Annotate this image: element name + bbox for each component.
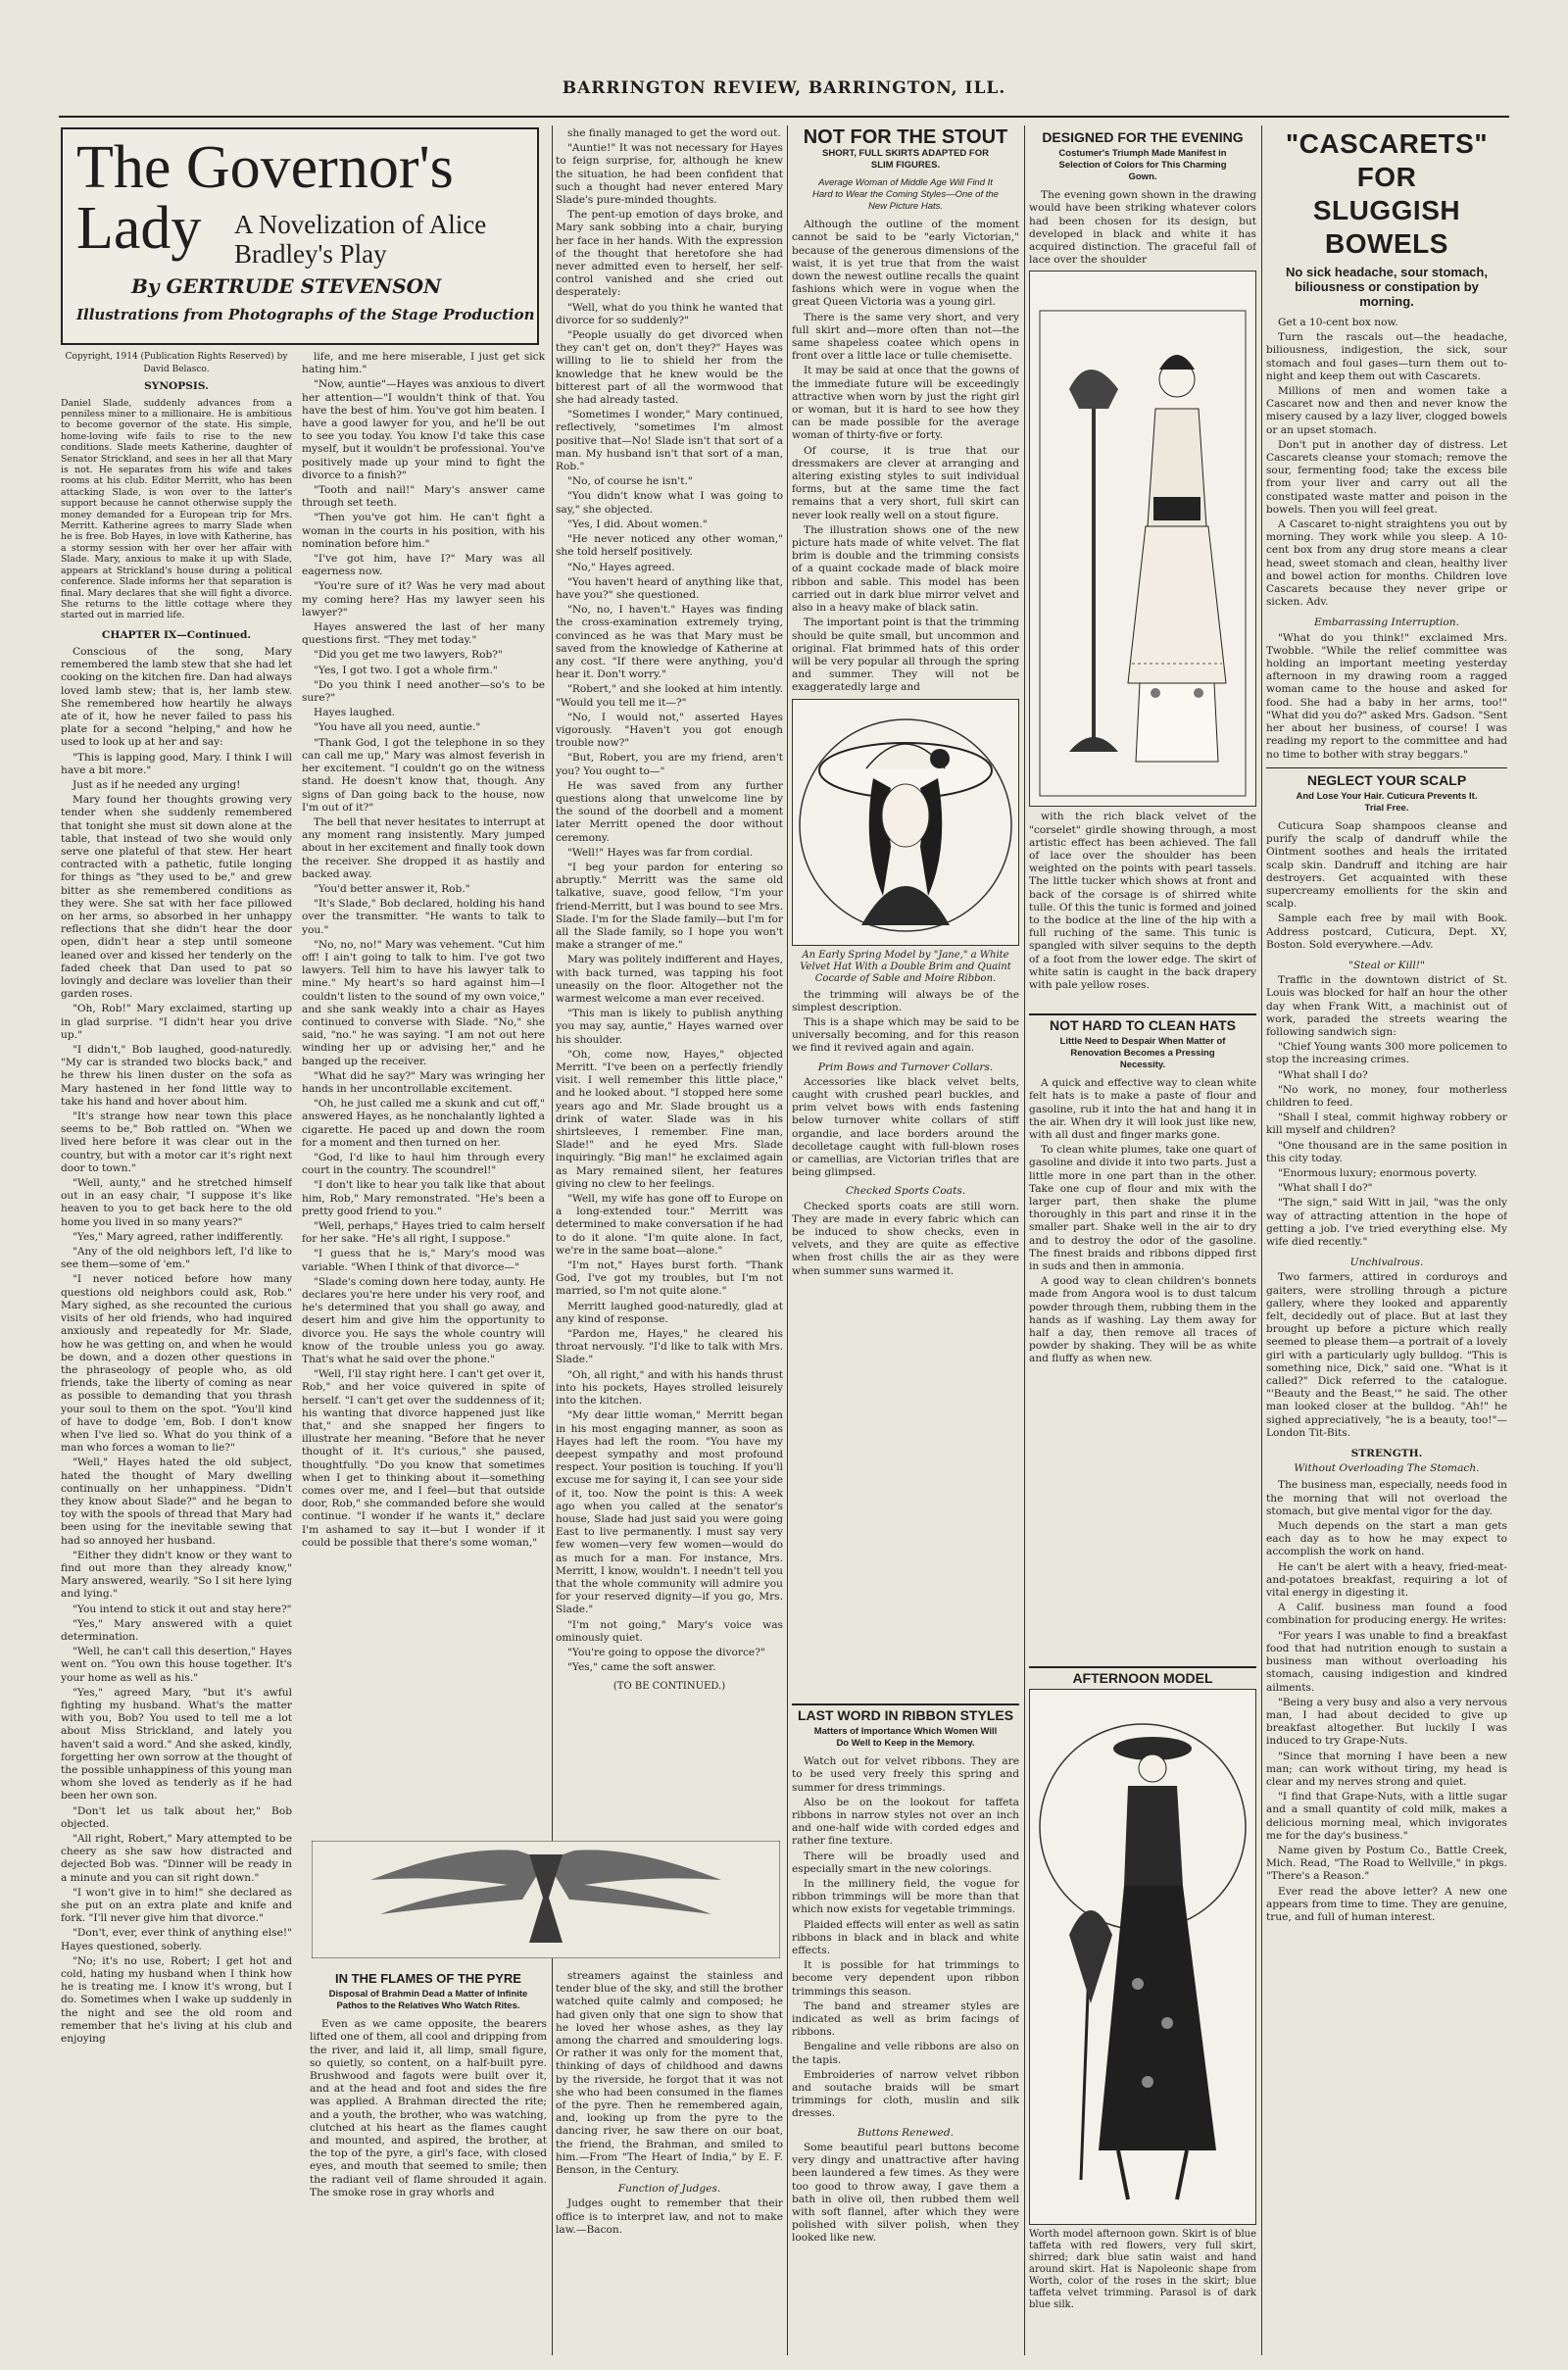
paragraph: "Oh, come now, Hayes," objected Merritt. "I've been on a perfectly friendly visit. I well remember this little place," and he looked about. "I stopped here some years ago and Mr. Slade brought us a drink of water. Slade was in his shirtsleeves, I remember. Fine man, Slade!" and he eyed Mrs. Slade inquiringly. "Big man!" he exclaimed again as Mary remained silent, her features giving no clew to her feelings. xyxy=(556,1048,783,1190)
hats-body xyxy=(1029,1077,1256,1365)
paragraph: "Then you've got him. He can't fight a woman in the courts in his position, with his nomination before him." xyxy=(302,512,545,550)
embarrassing-heading: Embarrassing Interruption. xyxy=(1313,617,1460,629)
paragraph: Although the outline of the moment cannot be said to be "early Victorian," because of the generous dimensions of the waist, it is yet true that from the waist down the newest outline recalls the quaint fashions which were in vogue when the great Queen Victoria was a young girl. xyxy=(792,219,1019,309)
paragraph: "I didn't," Bob laughed, good-naturedly. "My car is stranded two blocks back," and he threw his linen duster on the sofa as Mary hastened in her fond little way to take his hand and hover about him. xyxy=(61,1044,292,1108)
paragraph: "Slade's coming down here today, aunty. He declares you're here under his very roof, and he's determined that you shall go away, and desert him and give him the opportunity to divorce you. He says the whole country will know of the trouble unless you go away. That's what he said over the phone." xyxy=(302,1275,545,1366)
paragraph: The pent-up emotion of days broke, and Mary sank sobbing into a chair, burying her face in her hands. With the expression of the thought that heretofore she had never admitted even to herself, her self-control vanished and she cried out desperately: xyxy=(556,209,783,299)
paragraph: "No, of course he isn't." xyxy=(567,475,693,488)
paragraph: "The sign," said Witt in jail, "was the only way of attracting attention in the hope of getting a job. I've tried everything else. My wife died recently." xyxy=(1266,1197,1507,1248)
paragraph: Conscious of the song, Mary remembered the lamb stew that she had let cooking on the kitchen fire. Dan had always loved lamb stew; that is, her lamb stew. She remembered how heartily he always ate of it, how he never failed to pass his plate for a second "helping," and how he used to look up at her and say: xyxy=(61,645,292,749)
paragraph: "I'm not going," Mary's voice was ominously quiet. xyxy=(556,1618,783,1644)
paragraph: "Well," Hayes hated the old subject, hated the thought of Mary dwelling continually on her unhappiness. "Didn't they know about Slade?" and he began to toy with the spools of thread that Mary had been using for the inevitable sewing that had so annoyed her husband. xyxy=(61,1457,292,1547)
paragraph: Also be on the lookout for taffeta ribbons in narrow styles not over an inch and one-half wide with corded edges and rather fine texture. xyxy=(792,1796,1019,1848)
paragraph: "No work, no money, four motherless children to feed. xyxy=(1266,1083,1507,1109)
paragraph: "Either they didn't know or they want to find out more than they already know," Mary answered, wearily. "So I sit here lying and lying." xyxy=(61,1549,292,1601)
serial-column-2 xyxy=(302,351,545,1831)
paragraph: Get a 10-cent box now. xyxy=(1278,317,1398,328)
paragraph: with the rich black velvet of the "corselet" girdle showing through, a most artistic effect has been achieved. The fall of lace over the shoulder has been weighted on the points with pearl tassels. The little tucker which shows at front and back of the corsage is of shirred white tulle. Of this the tunic is formed and joined to the bodice at the line of the hip with a full ruching of the same. This tunic is spangled with silver sequins to the depth of a foot from the lower edge. The skirt of white satin is caught in the back drapery with pale yellow roses. xyxy=(1029,811,1256,992)
paragraph: "It's Slade," Bob declared, holding his hand over the transmitter. "He wants to talk to you." xyxy=(302,898,545,936)
right-column xyxy=(1266,127,1507,2355)
paragraph: There is the same very short, and very full skirt and—more often than not—the same shapeless coatee which opens in front over a little lace or tulle chemisette. xyxy=(792,311,1019,363)
masthead-rule xyxy=(59,116,1509,118)
evening-gown-icon xyxy=(1030,272,1255,806)
paragraph: It may be said at once that the gowns of the immediate future will be exceedingly attractive when worn by just the right girl or woman, but it is hard to see how they can be made possible for the average woman of thirty-five or forty. xyxy=(792,365,1019,442)
serial-col2-body xyxy=(302,351,545,1550)
strength-heading: STRENGTH. xyxy=(1350,1448,1423,1460)
paragraph: "But, Robert, you are my friend, aren't you? You ought to—" xyxy=(556,752,783,777)
paragraph: "This man is likely to publish anything you may say, auntie," Hayes warned over his shoulder. xyxy=(556,1008,783,1046)
paragraph: There will be broadly used and especially smart in the new colorings. xyxy=(792,1850,1019,1875)
hat-illustration xyxy=(792,699,1019,946)
paragraph: "No, I would not," asserted Hayes vigorously. "Haven't you got enough trouble now?" xyxy=(556,711,783,750)
paragraph: "People usually do get divorced when they can't get on, don't they?" Hayes was willing to lie to shield her from the knowledge that he knew would be the bitterest part of all the wormwood that she had already tasted. xyxy=(556,329,783,407)
paragraph: "I'm not," Hayes burst forth. "Thank God, I've got my troubles, but I'm not married, so I'm not quite alone." xyxy=(556,1259,783,1298)
paragraph: "What shall I do? xyxy=(1278,1068,1368,1081)
flames-continuation xyxy=(556,1970,783,2355)
stout-body-2 xyxy=(792,989,1019,1056)
paragraph: It is possible for hat trimmings to become very dependent upon ribbon trimmings this season. xyxy=(792,1959,1019,1998)
afternoon-gown-illustration xyxy=(1029,1689,1256,2225)
evening-article xyxy=(1029,127,1256,1010)
unchivalrous-text: Two farmers, attired in corduroys and gaiters, were strolling through a picture gallery, where they looked and apparently felt, decidedly out of place. But at last they brought up before a picture which really seemed to please them—a portrait of a lovely girl with a particularly ugly bulldog. "This is something nice, Dick," said one. "What is it called?" Dick referred to the catalogue. "'Beauty and the Beast,'" he said. The other man looked closer at the bulldog. "Ah!" he sighed appreciatively, "he is a beauty, too!"—London Tit-Bits. xyxy=(1266,1271,1507,1439)
paragraph: The illustration shows one of the new picture hats made of white velvet. The flat brim is double and the trimming consists of a quaint cockade made of black moire ribbon and sable. This model has been carried out in dark blue mirror velvet and also in a heavy make of black satin. xyxy=(792,523,1019,615)
paragraph: "No; it's no use, Robert; I get hot and cold, hating my husband when I think how he is treating me. I know it's wrong, but I do. Sometimes when I wake up suddenly in the night and see the old room and remember that he's living at his club and enjoying xyxy=(61,1954,292,2046)
serial-column-1 xyxy=(61,351,292,2355)
paragraph: "Oh, all right," and with his hands thrust into his pockets, Hayes strolled leisurely into the kitchen. xyxy=(556,1368,783,1407)
paragraph: "Chief Young wants 300 more policemen to stop the increasing crimes. xyxy=(1266,1041,1507,1066)
paragraph: Much depends on the start a man gets each day as to how he may expect to accomplish the work on hand. xyxy=(1266,1520,1507,1558)
paragraph: "Yes," Mary agreed, rather indifferently. xyxy=(73,1230,284,1243)
paragraph: "Well, perhaps," Hayes tried to calm herself for her sake. "He's all right, I suppose." xyxy=(302,1220,545,1246)
function-text: Judges ought to remember that their office is to interpret law, and not to make law.—Bacon. xyxy=(556,2197,783,2236)
paragraph: "I don't like to hear you talk like that about him, Rob," Mary remonstrated. "He's been a pretty good friend to you." xyxy=(302,1179,545,1217)
serial-title-line2: Lady xyxy=(76,195,202,262)
paragraph: "Auntie!" It was not necessary for Hayes to feign surprise, for, although he knew the situation, he had been confident that such a thought had never entered Mary Slade's pure-minded thoughts. xyxy=(556,142,783,207)
paragraph: The band and streamer styles are indicated as well as brim facings of ribbons. xyxy=(792,2000,1019,2039)
afternoon-heading: AFTERNOON MODEL xyxy=(1072,1670,1213,1686)
flames-subheading: Disposal of Brahmin Dead a Matter of Infinite Pathos to the Relatives Who Watch Rites. xyxy=(328,1989,528,2012)
stout-article xyxy=(792,127,1019,1696)
paragraph: Even as we came opposite, the bearers lifted one of them, all cool and dripping from the river, and laid it, all limp, small figure, so quietly, so content, on a half-built pyre. Brushwood and fagots were built over it, and at the head and foot and sides the fire was applied. A Brahman directed the rite; and a youth, the brother, who was watching, clutched at his heart as the flames caught and mounted, and aspired, the brother, at the top of the pyre, a girl's face, with closed eyes, and mouth that seemed to smile; then the radiant veil of flame shrouded it again. The smoke rose in gray whorls and xyxy=(310,2018,547,2198)
serial-title-line1: The Governor's xyxy=(76,134,454,201)
paragraph: "No," Hayes agreed. xyxy=(567,561,675,573)
paragraph: she finally managed to get the word out. xyxy=(567,127,781,139)
paragraph: Bengaline and velle ribbons are also on the tapis. xyxy=(792,2041,1019,2066)
winged-hourglass-icon xyxy=(312,1841,780,1958)
paragraph: To clean white plumes, take one quart of gasoline and divide it into two parts. Just a little more in one part than in the other. Take one cup of flour and mix with the larger part, then shake the plume thoroughly in this part and rinse it in the smaller part. Shake well in the air to dry and to destroy the odor of the gasoline. The finest braids and ribbons dipped first in suds and then in ammonia. xyxy=(1029,1144,1256,1273)
scalp-heading: NEGLECT YOUR SCALP xyxy=(1306,771,1467,788)
paragraph: streamers against the stainless and tender blue of the sky, and still the brother watched quite calmly and composed; he had given only that one sign to show that he loved her whose ashes, as they lay among the charred and smouldering logs. Or rather it was only for the moment that, thinking of days of childhood and dawns by the riverside, he forgot that it was not she who had been consumed in the flames of the pyre. Then he remembered again, and, looking up from the pyre to the dancing river, he saw there on our boat, the friend, the Brahman, and smiled to him.—From "The Heart of India," by E. F. Benson, in the Century. xyxy=(556,1970,783,2177)
paragraph: "You'd better answer it, Rob." xyxy=(314,882,470,895)
paragraph: "Now, auntie"—Hayes was anxious to divert her attention—"I wouldn't think of that. You have the best of him. You've got him beaten. I have a good lawyer for you, and he'll be out to see you today. You know I'd take this case myself, but it wouldn't be professional. You've positively made up your mind to fight the divorce to a finish?" xyxy=(302,378,545,481)
paragraph: A good way to clean children's bonnets made from Angora wool is to dust talcum powder through them, rubbing them in the hands as if washing. Lay them away for half a day, then remove all traces of powder by shaking. They will be as white and fluffy as when new. xyxy=(1029,1275,1256,1365)
afternoon-article xyxy=(1029,1666,1256,2355)
paragraph: Name given by Postum Co., Battle Creek, Mich. Read, "The Road to Wellville," in pkgs. "There's a Reason." xyxy=(1266,1844,1507,1883)
paragraph: "Oh, Rob!" Mary exclaimed, starting up in glad surprise. "I didn't hear you drive up." xyxy=(61,1003,292,1041)
hats-heading: NOT HARD TO CLEAN HATS xyxy=(1049,1017,1237,1033)
paragraph: "I find that Grape-Nuts, with a little sugar and a small quantity of cold milk, makes a delicious morning meal, which invigorates me for the day's business." xyxy=(1266,1791,1507,1842)
ribbon-article xyxy=(792,1703,1019,2355)
paragraph: Just as if he needed any urging! xyxy=(73,778,241,791)
embarrassing-text: "What do you think!" exclaimed Mrs. Twobble. "While the relief committee was holding an important meeting yesterday afternoon in my drawing room a ragged woman came to the house and asked for food. She had a baby in her arms, too!" "What did you do?" asked Mrs. Gadson. "Sent her about her business, of course! I was reading my report to the committee and had no time to bother with stray beggars." xyxy=(1266,631,1507,761)
paragraph: "Well, what do you think he wanted that divorce for so suddenly?" xyxy=(556,301,783,326)
paragraph: "You're going to oppose the divorce?" xyxy=(567,1646,765,1658)
hats-article xyxy=(1029,1013,1256,1660)
paragraph: "You intend to stick it out and stay here?" xyxy=(73,1603,292,1615)
cascarets-heading-1: "CASCARETS" FOR xyxy=(1285,128,1489,192)
evening-subheading: Costumer's Triumph Made Manifest in Selection of Colors for This Charming Gown. xyxy=(1058,148,1227,183)
paragraph: "Robert," and she looked at him intently. "Would you tell me it—?" xyxy=(556,683,783,709)
paragraph: Embroideries of narrow velvet ribbon and soutache braids will be smart trimmings for cloth, muslin and silk dresses. xyxy=(792,2068,1019,2120)
serial-col3-body xyxy=(556,127,783,1674)
paragraph: "Tooth and nail!" Mary's answer came through set teeth. xyxy=(302,484,545,510)
paragraph: The business man, especially, needs food in the morning that will not overload the stomach, but give mental vigor for the day. xyxy=(1266,1479,1507,1517)
serial-byline: By GERTRUDE STEVENSON xyxy=(131,274,442,298)
chapter-heading: CHAPTER IX—Continued. xyxy=(101,628,252,641)
to-be-continued: (TO BE CONTINUED.) xyxy=(612,1681,726,1693)
checked-text: Checked sports coats are still worn. They are made in every fabric which can be induced to show checks, even in velvets, and they are quite as effective when frost chills the air as they were when summer suns warmed it. xyxy=(792,1200,1019,1277)
paragraph: "No, no, I haven't." Hayes was finding the cross-examination extremely trying, convinced as he was that Mary must be saved from the knowledge of Katherine at any cost. "If there were anything, you'd hear it. Don't worry." xyxy=(556,604,783,681)
masthead: BARRINGTON REVIEW, BARRINGTON, ILL. xyxy=(562,78,1006,98)
cascarets-body xyxy=(1266,317,1507,609)
paragraph: "Shall I steal, commit highway robbery or kill myself and children? xyxy=(1266,1111,1507,1137)
paragraph: "I guess that he is," Mary's mood was variable. "When I think of that divorce—" xyxy=(302,1248,545,1273)
function-heading: Function of Judges. xyxy=(617,2183,721,2196)
cascarets-heading-2: SLUGGISH BOWELS xyxy=(1312,195,1461,259)
paragraph: "For years I was unable to find a breakfast food that had nutrition enough to sustain a business man without overloading his stomach, causing indigestion and kindred ailments. xyxy=(1266,1629,1507,1694)
paragraph: He can't be alert with a heavy, fried-meat-and-potatoes breakfast, requiring a lot of vital energy in digesting it. xyxy=(1266,1560,1507,1600)
paragraph: "Sometimes I wonder," Mary continued, reflectively, "sometimes I'm almost positive that—No! Slade isn't that sort of a man. My husband isn't that sort of a man, Rob." xyxy=(556,409,783,473)
paragraph: A Cascaret to-night straightens you out by morning. They work while you sleep. A 10-cent box from any drug store means a clear head, sweet stomach and clean, healthy liver and bowel action for months. Children love Cascarets because they never gripe or sicken. Adv. xyxy=(1266,518,1507,609)
paragraph: "Oh, he just called me a skunk and cut off," answered Hayes, as he nonchalantly lighted a cigarette. He paced up and down the room for a moment and then turned on her. xyxy=(302,1098,545,1149)
paragraph: "It's strange how near town this place seems to be," Bob rattled on. "When we lived here before it was clear out in the country, but with a motor car it's right next door to town." xyxy=(61,1111,292,1174)
flames-article xyxy=(310,1968,547,2355)
evening-body xyxy=(1029,189,1256,267)
paragraph: The bell that never hesitates to interrupt at any moment rang insistently. Mary jumped about in her excitement and finally took down the receiver. She dropped it as hastily and backed away. xyxy=(302,815,545,880)
paragraph: "I beg your pardon for entering so abruptly." Merritt was the same old talkative, suave, good fellow, "I'm your friend-Merritt, but I was bound to see Mrs. Slade. I'm for the Slade family—but I'm for all the Slade family, so I hope you won't make a stranger of me." xyxy=(556,861,783,952)
paragraph: Merritt laughed good-naturedly, glad at any kind of response. xyxy=(556,1300,783,1325)
paragraph: He was saved from any further questions along that unwelcome line by the sound of the doorbell and a moment later Merritt opened the door without ceremony. xyxy=(556,779,783,844)
paragraph: "You haven't heard of anything like that, have you?" she questioned. xyxy=(556,575,783,601)
hourglass-ornament xyxy=(312,1841,780,1958)
stout-subheading: SHORT, FULL SKIRTS ADAPTED FOR SLIM FIGURES. xyxy=(822,148,989,172)
paragraph: "Thank God, I got the telephone in so they can call me up," Mary was almost feverish in her excitement. "I couldn't go on the witness stand. He doesn't know that, though. Any signs of Dan going back to the house, now I'm out of it?" xyxy=(302,736,545,814)
paragraph: Ever read the above letter? A new one appears from time to time. They are genuine, true, and full of human interest. xyxy=(1266,1885,1507,1923)
paragraph: "Yes," agreed Mary, "but it's awful fighting my husband. What's the matter with you, Bob? You used to tell me a lot about Miss Strickland, and lately you haven't said a word." And she asked, kindly, forgetting her own sorrow at the thought of the possible unhappiness of this young man whom she loved as tenderly as if he had been her own son. xyxy=(61,1686,292,1802)
column-rule xyxy=(1261,125,1262,2355)
steal-heading: "Steal or Kill!" xyxy=(1348,959,1425,971)
flames-body xyxy=(310,2018,547,2199)
paragraph: "Well, I'll stay right here. I can't get over it, Rob," and her voice quivered in spite of herself. "I can't get over the suddenness of it; his wanting that divorce happened just like that," and she snapped her fingers to illustrate her meaning. "Before that he never thought of it. It's curious," she paused, thoughtfully. "Do you know that sometimes when I get to thinking about it—something comes over me, and I feel—but that outside door, Rob," she commanded before she would continue. "I wonder if he wants it," declare I'm ashamed to say it—but I wonder if it could be possible that there's some woman," xyxy=(302,1368,545,1549)
afternoon-gown-icon xyxy=(1030,1690,1255,2224)
paragraph: "Any of the old neighbors left, I'd like to see them—some of 'em." xyxy=(61,1246,292,1271)
paragraph: Of course, it is true that our dressmakers are clever at arranging and altering existing styles to suit individual forms, but at the same time the fact remains that a very short, full skirt can never look really well on a stout figure. xyxy=(792,444,1019,521)
synopsis-heading: SYNOPSIS. xyxy=(144,380,209,393)
paragraph: "You have all you need, auntie." xyxy=(314,721,481,734)
afternoon-caption: Worth model afternoon gown. Skirt is of blue taffeta with red flowers, very full skirt, shirred; dark blue satin waist and hand around skirt. Hat is Napoleonic shape from Worth, color of the roses in the skirt; blue taffeta velvet trimming. Parasol is of dark blue silk. xyxy=(1029,2229,1256,2311)
hats-subheading: Little Need to Despair When Matter of Renovation Becomes a Pressing Necessity. xyxy=(1059,1036,1226,1071)
cascarets-subheading: No sick headache, sour stomach, biliousness or constipation by morning. xyxy=(1286,265,1488,309)
paragraph: The evening gown shown in the drawing would have been striking whatever colors had been chosen for its design, but developed in black and white it has acquired distinction. The graceful fall of lace over the shoulder xyxy=(1029,189,1256,267)
serial-column-3 xyxy=(556,127,783,1829)
paragraph: "Well!" Hayes was far from cordial. xyxy=(567,846,754,859)
paragraph: "This is lapping good, Mary. I think I will have a bit more." xyxy=(61,751,292,776)
flames-body-2 xyxy=(556,1970,783,2177)
flames-heading: IN THE FLAMES OF THE PYRE xyxy=(335,1971,521,1986)
evening-gown-illustration xyxy=(1029,271,1256,807)
serial-illustrations: Illustrations from Photographs of the Stage Production xyxy=(76,306,535,323)
prim-text: Accessories like black velvet belts, caught with crushed pearl buckles, and prim velvet bows with ends fastening below turnover white collars of stiff organdie, and lace borders around the decolletage caught with full-blown roses or camellias, are Victorian trifles that are being glimpsed. xyxy=(792,1075,1019,1179)
paragraph: "No, no, no!" Mary was vehement. "Cut him off! I ain't going to talk to him. I've got two lawyers. Tell him to have his lawyer talk to mine." My heart's so hard against him—I couldn't listen to the sound of my own voice," and she sank weakly into a chair as Hayes continued to converse with Slade. "No," she said, "no." he was saying. "I am not out here winding her up or advising her," and he banged up the receiver. xyxy=(302,938,545,1067)
paragraph: "Enormous luxury; enormous poverty. xyxy=(1278,1166,1478,1179)
paragraph: "Well, he can't call this desertion," Hayes went on. "You own this house together. It's your home as well as his." xyxy=(61,1646,292,1684)
paragraph: Plaided effects will enter as well as satin ribbons in black and in black and white effects. xyxy=(792,1918,1019,1957)
paragraph: "Yes," came the soft answer. xyxy=(567,1661,716,1674)
paragraph: "He never noticed any other woman," she told herself positively. xyxy=(556,533,783,559)
paragraph: "Don't let us talk about her," Bob objected. xyxy=(61,1804,292,1830)
unchivalrous-heading: Unchivalrous. xyxy=(1349,1257,1424,1269)
serial-title-box xyxy=(61,127,539,345)
buttons-text: Some beautiful pearl buttons become very dingy and unattractive after having been laundered a few times. As they were too good to throw away, I gave them a bath in olive oil, then rubbed them well with soft flannel, after which they were polished with silver polish, when they looked like new. xyxy=(792,2141,1019,2245)
paragraph: "All right, Robert," Mary attempted to be cheery as she saw how distracted and dejected Bob was. "Dinner will be ready in a minute and you can sit right down." xyxy=(61,1833,292,1884)
paragraph: Mary was politely indifferent and Hayes, with back turned, was tapping his foot uneasily on the floor. Altogether not the warmest welcome a man ever received. xyxy=(556,954,783,1005)
evening-heading: DESIGNED FOR THE EVENING xyxy=(1042,129,1244,145)
paragraph: This is a shape which may be said to be universally becoming, and for this reason we find it revived again and again. xyxy=(792,1015,1019,1055)
woman-in-hat-icon xyxy=(793,700,1018,945)
paragraph: "Do you think I need another—so's to be sure?" xyxy=(302,678,545,705)
column-rule xyxy=(552,125,553,2355)
paragraph: "Well, aunty," and he stretched himself out in an easy chair, "I suppose it's like heaven to you to get back here to the old home you lived in so many years?" xyxy=(61,1177,292,1228)
paragraph: In the millinery field, the vogue for ribbon trimmings will be more than that which now exists for vegetable trimmings. xyxy=(792,1878,1019,1916)
strength-subheading: Without Overloading The Stomach. xyxy=(1294,1462,1480,1475)
paragraph: Traffic in the downtown district of St. Louis was blocked for half an hour the other day when Frank Witt, a machinist out of work, paraded the streets wearing the following sandwich sign: xyxy=(1266,974,1507,1038)
paragraph: Don't put in another day of distress. Let Cascarets cleanse your stomach; remove the sour, fermenting food; take the excess bile from your liver and carry out all the constipated waste matter and poison in the bowels. Then you will feel great. xyxy=(1266,438,1507,516)
stout-heading: NOT FOR THE STOUT xyxy=(803,127,1008,148)
paragraph: Turn the rascals out—the headache, biliousness, indigestion, the sick, sour stomach and foul gases—turn them out to-night and keep them out with Cascarets. xyxy=(1266,331,1507,382)
paragraph: "I've got him, have I?" Mary was all eagerness now. xyxy=(302,553,545,578)
paragraph: "Did you get me two lawyers, Rob?" xyxy=(314,649,503,662)
serial-subtitle: A Novelization of Alice Bradley's Play xyxy=(234,210,487,269)
stout-subheading-2: Average Woman of Middle Age Will Find It Hard to Wear the Coming Styles—One of the New Picture Hats. xyxy=(812,177,999,213)
paragraph: "What did he say?" Mary was wringing her hands in her uncontrollable excitement. xyxy=(302,1069,545,1095)
steal-body xyxy=(1266,974,1507,1249)
serial-col1-body xyxy=(61,646,292,2046)
paragraph: "I never noticed before how many questions old neighbors could ask, Rob." Mary sighed, as she recounted the curious visits of her old friends, who had inquired anxiously and repeatedly for Mr. Slade, how he was getting on, and when he would be down, and a dozen other questions in the phraseology of people who, as old friends, take the liberty of coming as near as possible to demanding that you thrash your soul to them on the spot. "You'll kind of have to dodge 'em, Bob. I don't know when I've lied so. What do you think of a man who forces a woman to lie?" xyxy=(61,1273,292,1455)
scalp-text-2: Sample each free by mail with Book. Address postcard, Cuticura, Dept. XY, Boston. Sold everywhere.—Adv. xyxy=(1266,913,1507,951)
paragraph: "Pardon me, Hayes," he cleared his throat nervously. "I'd like to talk with Mrs. Slade." xyxy=(556,1328,783,1366)
paragraph: "I won't give in to him!" she declared as she put on an extra plate and knife and fork. "I'll never give him that divorce." xyxy=(61,1886,292,1925)
scalp-text: Cuticura Soap shampoos cleanse and purify the scalp of dandruff while the Ointment soothes and heals the irritated scalp skin. Dandruff and itching are hair destroyers. Get acquainted with these supercreamy emollients for the skin and scalp. xyxy=(1266,819,1507,911)
hat-caption: An Early Spring Model by "Jane," a White Velvet Hat With a Double Brim and Quaint Cocarde of Sable and Moire Ribbon. xyxy=(800,949,1011,984)
paragraph: "One thousand are in the same position in this city today. xyxy=(1266,1139,1507,1164)
ribbon-subheading: Matters of Importance Which Women Will Do Well to Keep in the Memory. xyxy=(813,1726,998,1750)
ribbon-heading: LAST WORD IN RIBBON STYLES xyxy=(797,1707,1014,1723)
paragraph: "What shall I do?" xyxy=(1278,1182,1373,1195)
stout-body xyxy=(792,219,1019,694)
paragraph: Hayes answered the last of her many questions first. "They met today." xyxy=(302,621,545,647)
paragraph: A quick and effective way to clean white felt hats is to make a paste of flour and gasoline, rub it into the hat and hang it in the air. When dry it will look just like new, with all dust and finger marks gone. xyxy=(1029,1077,1256,1142)
paragraph: "Well, my wife has gone off to Europe on a long-extended tour." Merritt was determined to make conversation if he had to do it alone. "I'm quite alone. In fact, we're in the same boat—alone." xyxy=(556,1193,783,1257)
paragraph: The important point is that the trimming should be quite small, but uncommon and original. Flat brimmed hats of this order will be very popular all through the spring and summer. They will not be exaggeratedly large and xyxy=(792,617,1019,694)
strength-body xyxy=(1266,1479,1507,1924)
checked-heading: Checked Sports Coats. xyxy=(845,1185,966,1198)
paragraph: "Yes," Mary answered with a quiet determination. xyxy=(61,1617,292,1643)
serial-copyright: Copyright, 1914 (Publication Rights Reserved) by David Belasco. xyxy=(65,352,288,375)
prim-heading: Prim Bows and Turnover Collars. xyxy=(817,1061,994,1073)
paragraph: life, and me here miserable, I just get sick hating him." xyxy=(302,351,545,376)
paragraph: "Since that morning I have been a new man; can work without tiring, my head is clear and my nerves strong and quiet. xyxy=(1266,1750,1507,1788)
paragraph: "Yes, I got two. I got a whole firm." xyxy=(314,664,498,676)
ribbon-body xyxy=(792,1755,1019,2120)
paragraph: "You didn't know what I was going to say," she objected. xyxy=(556,490,783,516)
column-rule xyxy=(1024,125,1025,2355)
paragraph: the trimming will always be of the simplest description. xyxy=(792,988,1019,1013)
paragraph: "Yes, I did. About women." xyxy=(567,518,708,530)
paragraph: Mary found her thoughts growing very tender when she suddenly remembered that tonight she must sit down alone at the table, that instead of two she would only serve one plateful of that stew. Her heart contracted with a pathetic, futile longing for things as "they used to be," and grew bitter as she remembered conditions as they were. She sat with her face pillowed on her arms, so absorbed in her unhappy reflections that she didn't hear the door open, didn't hear a step until someone leaned over and kissed her tenderly on the faded cheek that Dan used to pat so lovingly and declare was lovelier than their garden roses. xyxy=(61,794,292,1001)
paragraph: Millions of men and women take a Cascaret now and then and never know the misery caused by a lazy liver, clogged bowels or an upset stomach. xyxy=(1266,385,1507,436)
paragraph: Watch out for velvet ribbons. They are to be used very freely this spring and summer for dress trimmings. xyxy=(792,1755,1019,1794)
buttons-heading: Buttons Renewed. xyxy=(858,2126,954,2139)
scalp-subheading: And Lose Your Hair. Cuticura Prevents It. Trial Free. xyxy=(1296,790,1478,814)
paragraph: "You're sure of it? Was he very mad about my coming here? Has my lawyer seen his lawyer?" xyxy=(302,580,545,618)
column-rule xyxy=(787,125,788,2355)
paragraph: "God, I'd like to haul him through every court in the country. The scoundrel!" xyxy=(302,1151,545,1177)
paragraph: "Being a very busy and also a very nervous man, I had about decided to give up breakfast altogether. But luckily I was induced to try Grape-Nuts. xyxy=(1266,1696,1507,1748)
paragraph: Hayes laughed. xyxy=(314,707,396,719)
paragraph: A Calif. business man found a food combination for producing energy. He writes: xyxy=(1266,1602,1507,1627)
paragraph: "Don't, ever, ever think of anything else!" Hayes questioned, soberly. xyxy=(61,1927,292,1952)
synopsis-text: Daniel Slade, suddenly advances from a penniless miner to a millionaire. He is ambitious to become governor of the state. His simple, home-loving wife fails to rise to the new conditions. Slade meets Katherine, daughter of Senator Strickland, and sees in her all that Mary is not. He separates from his wife and takes rooms at his club. Editor Merritt, who has been attacking Slade, is won over to the latter's support because he cannot otherwise supply the money demanded for a European trip for Mrs. Merritt. Katherine agrees to marry Slade when he is free. Bob Hayes, in love with Katherine, has a stormy session with her over her affair with Slade. Mary, anxious to make it up with Slade, appears at Strickland's house during a political conference. Slade informs her that separation is final. Mary declares that she will fight a divorce. She returns to the little cottage where they started out in married life. xyxy=(61,397,292,621)
evening-body-2 xyxy=(1029,811,1256,992)
paragraph: "My dear little woman," Merritt began in his most engaging manner, as soon as Hayes had left the room. "You have my deepest sympathy and most profound respect. Your position is touching. If you'll excuse me for saying it, I can see your side of it, too. Now the point is this: A week ago when you called at the senator's house, Slade had just said you were going East to live permanently. I must say very few women—very few women—would do as much for a man. For instance, Mrs. Merritt, I know, wouldn't. I needn't tell you that the whole community will admire you for your reserved dignity—if you go, Mrs. Slade." xyxy=(556,1409,783,1616)
